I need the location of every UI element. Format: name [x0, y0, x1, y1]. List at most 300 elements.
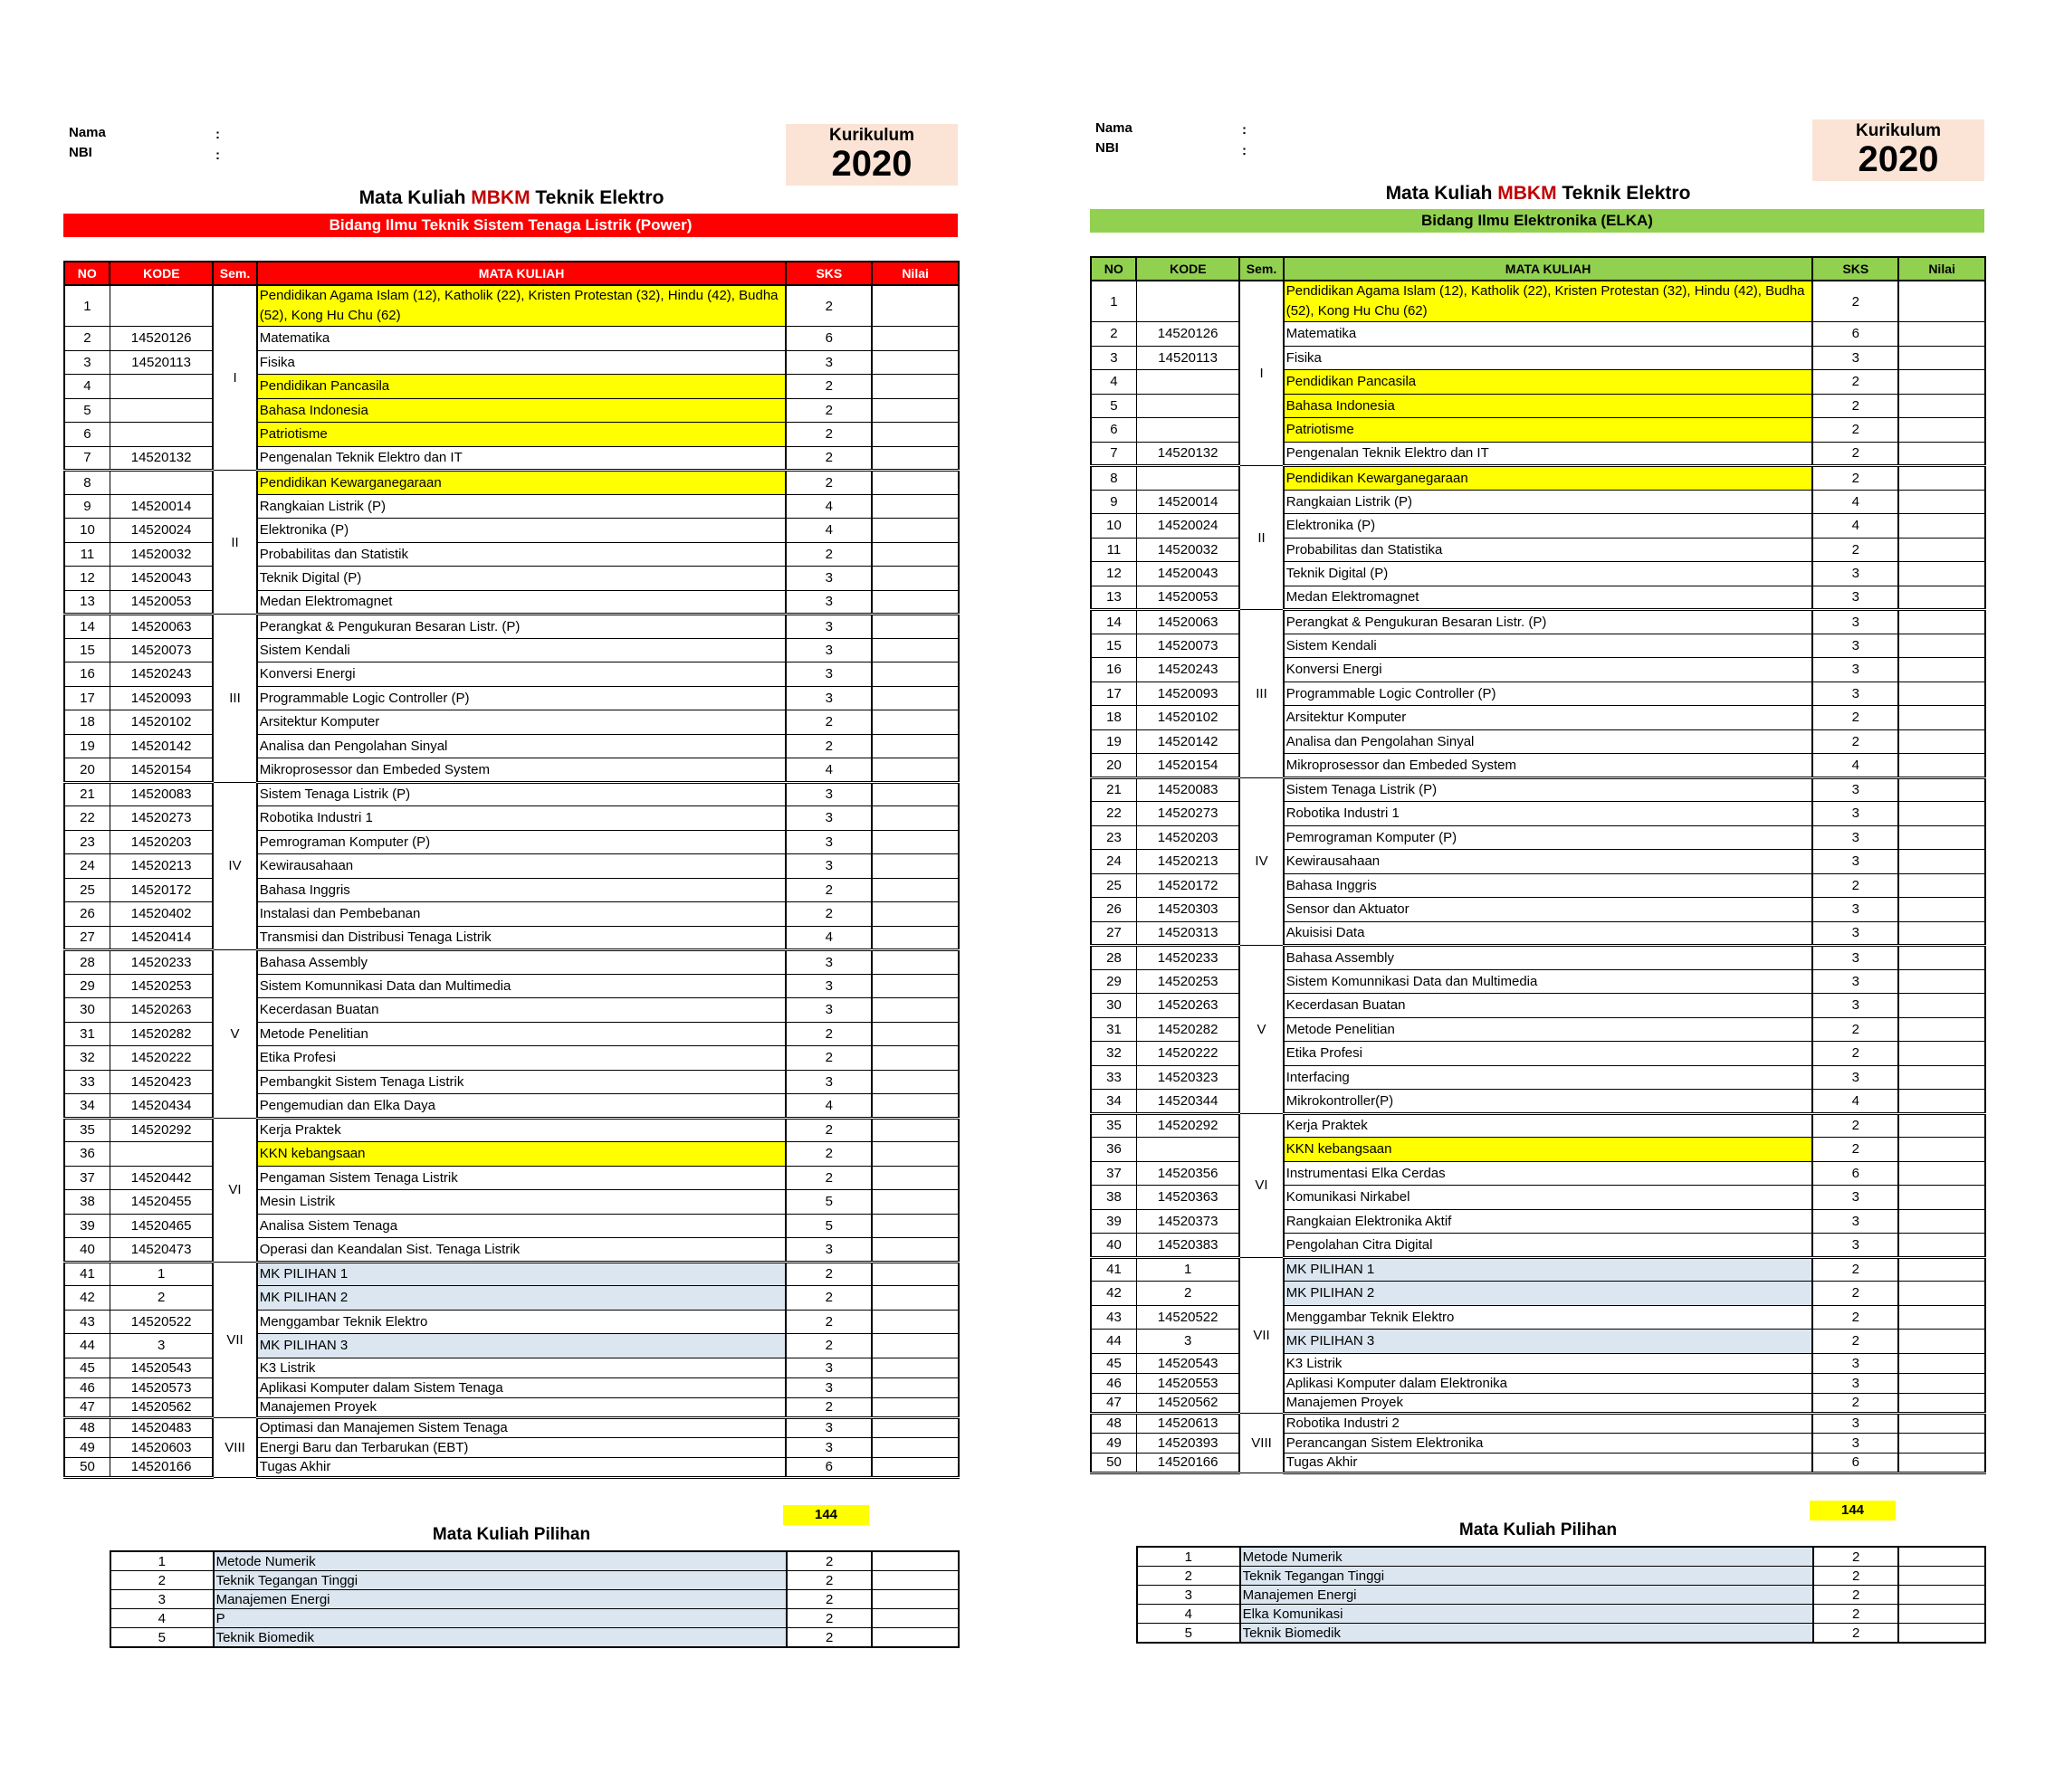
row-mata-kuliah: Kewirausahaan	[257, 854, 787, 879]
row-kode: 14520253	[1136, 969, 1239, 994]
pilihan-title: Mata Kuliah Pilihan	[432, 1525, 591, 1544]
row-mata-kuliah: Mikroprosessor dan Embeded System	[1284, 754, 1813, 778]
page-title	[1090, 183, 1986, 205]
row-sks: 3	[1812, 1065, 1898, 1090]
row-kode: 14520014	[1136, 490, 1239, 514]
row-nilai-input[interactable]	[1898, 994, 1985, 1018]
row-nilai-input[interactable]	[1898, 1209, 1985, 1234]
row-nilai-input[interactable]	[1898, 1138, 1985, 1162]
row-mata-kuliah: Konversi Energi	[257, 662, 787, 687]
table-row	[64, 1022, 959, 1046]
row-nilai-input[interactable]	[872, 423, 959, 447]
row-no: 24	[64, 854, 110, 879]
table-row	[64, 782, 959, 806]
row-nilai-input[interactable]	[1898, 394, 1985, 418]
row-sks: 3	[1812, 1353, 1898, 1373]
pilihan-nilai-input[interactable]	[1898, 1547, 1985, 1567]
table-row	[64, 1310, 959, 1334]
row-mata-kuliah: Tugas Akhir	[257, 1457, 787, 1477]
col-kode: KODE	[110, 262, 213, 285]
row-kode	[110, 285, 213, 327]
row-mata-kuliah: Pengenalan Teknik Elektro dan IT	[1284, 442, 1813, 466]
table-row	[1091, 442, 1985, 466]
row-kode: 14520166	[1136, 1453, 1239, 1473]
row-nilai-input[interactable]	[872, 1417, 959, 1437]
row-nilai-input[interactable]	[872, 878, 959, 902]
row-sks: 3	[1812, 802, 1898, 826]
table-row	[1091, 1234, 1985, 1258]
row-sks: 2	[786, 1334, 872, 1358]
table-row	[1091, 1330, 1985, 1354]
table-row	[1091, 777, 1985, 802]
row-nilai-input[interactable]	[1898, 825, 1985, 850]
row-no: 44	[64, 1334, 110, 1358]
row-nilai-input[interactable]	[872, 758, 959, 783]
table-row	[64, 1166, 959, 1190]
row-kode: 14520172	[1136, 873, 1239, 898]
pilihan-mata-kuliah: Elka Komunikasi	[1240, 1605, 1813, 1624]
row-no: 18	[1091, 706, 1136, 730]
pilihan-nilai-input[interactable]	[1898, 1567, 1985, 1586]
nbi-colon: :	[215, 148, 220, 163]
row-nilai-input[interactable]	[1898, 610, 1985, 634]
row-kode: 14520102	[1136, 706, 1239, 730]
row-kode: 1	[110, 1262, 213, 1286]
row-sks: 3	[786, 686, 872, 710]
row-sks: 3	[786, 854, 872, 879]
row-nilai-input[interactable]	[872, 519, 959, 543]
row-kode	[110, 375, 213, 399]
row-no: 48	[64, 1417, 110, 1437]
row-nilai-input[interactable]	[1898, 682, 1985, 706]
row-nilai-input[interactable]	[1898, 873, 1985, 898]
row-no: 15	[64, 638, 110, 662]
row-nilai-input[interactable]	[1898, 346, 1985, 370]
row-nilai-input[interactable]	[1898, 850, 1985, 874]
row-nilai-input[interactable]	[1898, 1330, 1985, 1354]
row-kode: 14520562	[110, 1397, 213, 1417]
row-mata-kuliah: Komunikasi Nirkabel	[1284, 1186, 1813, 1210]
row-nilai-input[interactable]	[1898, 1186, 1985, 1210]
row-no: 20	[64, 758, 110, 783]
row-mata-kuliah: Operasi dan Keandalan Sist. Tenaga Listrik	[257, 1238, 787, 1263]
row-nilai-input[interactable]	[872, 1397, 959, 1417]
row-mata-kuliah: Rangkaian Listrik (P)	[1284, 490, 1813, 514]
row-sks: 2	[1812, 1393, 1898, 1413]
pilihan-nilai-input[interactable]	[1898, 1624, 1985, 1644]
row-mata-kuliah: Pendidikan Agama Islam (12), Katholik (22), Kristen Protestan (32), Hindu (42), Budha (52), Kong Hu Chu (62)	[257, 285, 787, 327]
row-nilai-input[interactable]	[1898, 586, 1985, 610]
row-sks: 3	[786, 615, 872, 639]
table-row	[64, 734, 959, 758]
row-mata-kuliah: Matematika	[257, 327, 787, 351]
row-nilai-input[interactable]	[1898, 370, 1985, 395]
row-no: 21	[1091, 777, 1136, 802]
row-nilai-input[interactable]	[872, 398, 959, 423]
row-no: 25	[1091, 873, 1136, 898]
table-row	[1091, 370, 1985, 395]
row-nilai-input[interactable]	[1898, 658, 1985, 682]
row-nilai-input[interactable]	[1898, 1393, 1985, 1413]
row-nilai-input[interactable]	[1898, 1413, 1985, 1433]
row-mata-kuliah: Arsitektur Komputer	[1284, 706, 1813, 730]
row-no: 32	[1091, 1042, 1136, 1066]
row-nilai-input[interactable]	[1898, 1353, 1985, 1373]
row-mata-kuliah: Matematika	[1284, 322, 1813, 347]
table-row	[64, 398, 959, 423]
page-title	[63, 187, 960, 209]
row-nilai-input[interactable]	[1898, 898, 1985, 922]
table-row	[1091, 466, 1985, 491]
row-sks: 2	[786, 1397, 872, 1417]
row-kode: 14520613	[1136, 1413, 1239, 1433]
bidang-banner: Bidang Ilmu Elektronika (ELKA)	[1090, 209, 1984, 233]
row-nilai-input[interactable]	[872, 1214, 959, 1238]
row-mata-kuliah: Pengaman Sistem Tenaga Listrik	[257, 1166, 787, 1190]
table-row	[1091, 1017, 1985, 1042]
row-nilai-input[interactable]	[1898, 490, 1985, 514]
row-mata-kuliah: Robotika Industri 2	[1284, 1413, 1813, 1433]
table-row	[1091, 898, 1985, 922]
row-sks: 2	[1812, 729, 1898, 754]
row-kode: 14520126	[1136, 322, 1239, 347]
table-row	[64, 285, 959, 327]
row-nilai-input[interactable]	[872, 590, 959, 615]
row-no: 15	[1091, 634, 1136, 658]
row-nilai-input[interactable]	[872, 926, 959, 950]
pilihan-no: 3	[1137, 1586, 1240, 1605]
row-kode: 14520203	[1136, 825, 1239, 850]
row-no: 1	[1091, 281, 1136, 322]
nama-label: Nama	[1095, 120, 1132, 136]
pilihan-sks: 2	[1813, 1567, 1899, 1586]
row-kode: 14520344	[1136, 1090, 1239, 1114]
row-nilai-input[interactable]	[872, 638, 959, 662]
row-nilai-input[interactable]	[1898, 1234, 1985, 1258]
row-no: 42	[64, 1286, 110, 1311]
row-kode: 14520142	[1136, 729, 1239, 754]
row-no: 43	[1091, 1305, 1136, 1330]
table-row	[64, 950, 959, 975]
row-nilai-input[interactable]	[872, 1437, 959, 1457]
row-nilai-input[interactable]	[872, 950, 959, 975]
row-nilai-input[interactable]	[872, 710, 959, 735]
row-no: 41	[64, 1262, 110, 1286]
pilihan-row	[110, 1571, 959, 1590]
row-kode: 14520113	[1136, 346, 1239, 370]
row-nilai-input[interactable]	[1898, 1065, 1985, 1090]
pilihan-sks: 2	[787, 1551, 873, 1571]
row-sks: 2	[786, 902, 872, 927]
table-row	[1091, 490, 1985, 514]
row-nilai-input[interactable]	[1898, 1433, 1985, 1453]
semester-cell: VI	[213, 1118, 256, 1262]
row-kode: 14520253	[110, 974, 213, 998]
row-no: 32	[64, 1046, 110, 1071]
row-sks: 3	[1812, 1433, 1898, 1453]
row-no: 23	[64, 830, 110, 854]
row-no: 13	[64, 590, 110, 615]
row-no: 45	[64, 1358, 110, 1377]
row-nilai-input[interactable]	[1898, 1305, 1985, 1330]
row-nilai-input[interactable]	[872, 1457, 959, 1477]
row-sks: 3	[1812, 850, 1898, 874]
row-nilai-input[interactable]	[872, 734, 959, 758]
row-no: 26	[64, 902, 110, 927]
table-row	[1091, 1138, 1985, 1162]
row-nilai-input[interactable]	[872, 567, 959, 591]
row-nilai-input[interactable]	[1898, 1090, 1985, 1114]
row-mata-kuliah: Teknik Digital (P)	[257, 567, 787, 591]
row-nilai-input[interactable]	[872, 998, 959, 1023]
table-row	[1091, 682, 1985, 706]
pilihan-row	[110, 1609, 959, 1628]
row-no: 11	[64, 542, 110, 567]
row-sks: 2	[786, 1022, 872, 1046]
row-nilai-input[interactable]	[1898, 1042, 1985, 1066]
col-kode: KODE	[1136, 257, 1239, 281]
row-mata-kuliah: Pendidikan Kewarganegaraan	[1284, 466, 1813, 491]
row-no: 31	[1091, 1017, 1136, 1042]
row-nilai-input[interactable]	[1898, 1017, 1985, 1042]
table-row	[1091, 1065, 1985, 1090]
table-row	[64, 1417, 959, 1437]
row-nilai-input[interactable]	[872, 902, 959, 927]
table-row	[1091, 1393, 1985, 1413]
row-mata-kuliah: Aplikasi Komputer dalam Elektronika	[1284, 1373, 1813, 1393]
table-row	[64, 1046, 959, 1071]
row-nilai-input[interactable]	[872, 782, 959, 806]
col-no: NO	[1091, 257, 1136, 281]
row-nilai-input[interactable]	[872, 542, 959, 567]
row-sks: 3	[1812, 1234, 1898, 1258]
table-row	[64, 350, 959, 375]
row-nilai-input[interactable]	[1898, 754, 1985, 778]
row-mata-kuliah: Bahasa Indonesia	[257, 398, 787, 423]
row-sks: 3	[786, 1070, 872, 1094]
row-nilai-input[interactable]	[1898, 706, 1985, 730]
row-nilai-input[interactable]	[872, 1286, 959, 1311]
row-nilai-input[interactable]	[872, 375, 959, 399]
row-nilai-input[interactable]	[872, 446, 959, 471]
row-mata-kuliah: Medan Elektromagnet	[257, 590, 787, 615]
row-no: 12	[1091, 562, 1136, 586]
nama-colon: :	[215, 127, 220, 142]
row-no: 16	[64, 662, 110, 687]
row-sks: 6	[786, 327, 872, 351]
row-no: 14	[1091, 610, 1136, 634]
nbi-label: NBI	[1095, 140, 1119, 156]
col-mata-kuliah: MATA KULIAH	[257, 262, 787, 285]
row-nilai-input[interactable]	[872, 1022, 959, 1046]
row-nilai-input[interactable]	[1898, 1161, 1985, 1186]
row-mata-kuliah: Menggambar Teknik Elektro	[1284, 1305, 1813, 1330]
row-kode: 14520282	[1136, 1017, 1239, 1042]
row-no: 36	[64, 1142, 110, 1167]
row-no: 33	[1091, 1065, 1136, 1090]
row-no: 40	[64, 1238, 110, 1263]
row-kode: 14520522	[110, 1310, 213, 1334]
row-nilai-input[interactable]	[872, 615, 959, 639]
row-no: 17	[64, 686, 110, 710]
row-nilai-input[interactable]	[1898, 322, 1985, 347]
row-sks: 3	[786, 782, 872, 806]
row-nilai-input[interactable]	[1898, 281, 1985, 322]
row-nilai-input[interactable]	[872, 854, 959, 879]
pilihan-nilai-input[interactable]	[872, 1628, 959, 1648]
pilihan-no: 1	[110, 1551, 214, 1571]
row-mata-kuliah: Pendidikan Agama Islam (12), Katholik (22), Kristen Protestan (32), Hindu (42), Budha (52), Kong Hu Chu (62)	[1284, 281, 1813, 322]
nama-label: Nama	[69, 125, 106, 140]
row-nilai-input[interactable]	[872, 830, 959, 854]
row-kode	[1136, 418, 1239, 443]
row-nilai-input[interactable]	[1898, 802, 1985, 826]
row-kode: 14520483	[110, 1417, 213, 1437]
row-kode: 14520292	[1136, 1113, 1239, 1138]
row-sks: 2	[1812, 1330, 1898, 1354]
row-sks: 3	[786, 830, 872, 854]
row-nilai-input[interactable]	[872, 974, 959, 998]
row-kode: 14520083	[1136, 777, 1239, 802]
table-row	[64, 1070, 959, 1094]
row-nilai-input[interactable]	[1898, 946, 1985, 970]
row-no: 26	[1091, 898, 1136, 922]
row-nilai-input[interactable]	[872, 686, 959, 710]
semester-cell: III	[213, 615, 256, 783]
row-sks: 3	[1812, 346, 1898, 370]
table-row	[1091, 994, 1985, 1018]
row-nilai-input[interactable]	[1898, 514, 1985, 539]
row-nilai-input[interactable]	[872, 1046, 959, 1071]
pilihan-nilai-input[interactable]	[1898, 1586, 1985, 1605]
row-sks: 2	[786, 710, 872, 735]
pilihan-nilai-input[interactable]	[872, 1571, 959, 1590]
row-nilai-input[interactable]	[872, 1310, 959, 1334]
row-nilai-input[interactable]	[1898, 1282, 1985, 1306]
row-nilai-input[interactable]	[1898, 777, 1985, 802]
row-mata-kuliah: Teknik Digital (P)	[1284, 562, 1813, 586]
row-nilai-input[interactable]	[1898, 969, 1985, 994]
row-nilai-input[interactable]	[1898, 418, 1985, 443]
row-sks: 3	[1812, 969, 1898, 994]
row-nilai-input[interactable]	[872, 1118, 959, 1142]
row-nilai-input[interactable]	[1898, 921, 1985, 946]
row-nilai-input[interactable]	[1898, 1373, 1985, 1393]
row-nilai-input[interactable]	[872, 1166, 959, 1190]
row-no: 28	[64, 950, 110, 975]
row-kode	[110, 398, 213, 423]
pilihan-nilai-input[interactable]	[872, 1551, 959, 1571]
row-sks: 3	[786, 806, 872, 831]
row-nilai-input[interactable]	[872, 806, 959, 831]
row-nilai-input[interactable]	[1898, 1453, 1985, 1473]
row-mata-kuliah: Sistem Komunnikasi Data dan Multimedia	[257, 974, 787, 998]
row-nilai-input[interactable]	[872, 1190, 959, 1215]
row-nilai-input[interactable]	[872, 327, 959, 351]
row-nilai-input[interactable]	[1898, 729, 1985, 754]
row-kode: 14520043	[110, 567, 213, 591]
row-no: 30	[1091, 994, 1136, 1018]
row-nilai-input[interactable]	[1898, 1113, 1985, 1138]
pilihan-nilai-input[interactable]	[872, 1609, 959, 1628]
table-row	[1091, 1453, 1985, 1473]
row-sks: 3	[1812, 1373, 1898, 1393]
row-no: 22	[64, 806, 110, 831]
row-no: 8	[1091, 466, 1136, 491]
row-nilai-input[interactable]	[872, 1094, 959, 1119]
row-nilai-input[interactable]	[872, 1358, 959, 1377]
row-sks: 2	[1812, 1113, 1898, 1138]
bidang-banner: Bidang Ilmu Teknik Sistem Tenaga Listrik (Power)	[63, 214, 958, 237]
pilihan-row	[110, 1590, 959, 1609]
row-mata-kuliah: Perangkat & Pengukuran Besaran Listr. (P)	[1284, 610, 1813, 634]
row-no: 20	[1091, 754, 1136, 778]
row-nilai-input[interactable]	[872, 471, 959, 495]
row-sks: 3	[786, 638, 872, 662]
table-row	[64, 854, 959, 879]
table-row	[64, 494, 959, 519]
row-no: 27	[1091, 921, 1136, 946]
row-no: 7	[64, 446, 110, 471]
row-mata-kuliah: Analisa Sistem Tenaga	[257, 1214, 787, 1238]
row-nilai-input[interactable]	[1898, 634, 1985, 658]
row-mata-kuliah: Mikroprosessor dan Embeded System	[257, 758, 787, 783]
row-sks: 6	[1812, 1161, 1898, 1186]
row-nilai-input[interactable]	[872, 494, 959, 519]
row-nilai-input[interactable]	[872, 662, 959, 687]
row-mata-kuliah: Etika Profesi	[257, 1046, 787, 1071]
row-mata-kuliah: Elektronika (P)	[257, 519, 787, 543]
row-no: 34	[1091, 1090, 1136, 1114]
pilihan-nilai-input[interactable]	[872, 1590, 959, 1609]
row-nilai-input[interactable]	[872, 285, 959, 327]
table-row	[64, 519, 959, 543]
row-no: 47	[1091, 1393, 1136, 1413]
row-mata-kuliah: Analisa dan Pengolahan Sinyal	[257, 734, 787, 758]
row-nilai-input[interactable]	[872, 350, 959, 375]
pilihan-nilai-input[interactable]	[1898, 1605, 1985, 1624]
row-nilai-input[interactable]	[872, 1070, 959, 1094]
row-nilai-input[interactable]	[1898, 562, 1985, 586]
row-nilai-input[interactable]	[872, 1262, 959, 1286]
row-nilai-input[interactable]	[872, 1377, 959, 1397]
row-mata-kuliah: Rangkaian Elektronika Aktif	[1284, 1209, 1813, 1234]
row-sks: 3	[1812, 946, 1898, 970]
row-sks: 2	[1812, 466, 1898, 491]
row-sks: 4	[1812, 754, 1898, 778]
row-no: 4	[1091, 370, 1136, 395]
row-nilai-input[interactable]	[1898, 466, 1985, 491]
row-sks: 3	[786, 1417, 872, 1437]
row-nilai-input[interactable]	[1898, 538, 1985, 562]
row-nilai-input[interactable]	[1898, 1257, 1985, 1282]
row-sks: 2	[1812, 394, 1898, 418]
row-kode: 14520383	[1136, 1234, 1239, 1258]
row-no: 3	[1091, 346, 1136, 370]
row-nilai-input[interactable]	[1898, 442, 1985, 466]
table-row	[64, 542, 959, 567]
row-no: 39	[64, 1214, 110, 1238]
row-nilai-input[interactable]	[872, 1142, 959, 1167]
pilihan-sks: 2	[1813, 1547, 1899, 1567]
table-row	[64, 974, 959, 998]
row-no: 38	[1091, 1186, 1136, 1210]
row-nilai-input[interactable]	[872, 1238, 959, 1263]
row-nilai-input[interactable]	[872, 1334, 959, 1358]
row-mata-kuliah: K3 Listrik	[257, 1358, 787, 1377]
row-kode: 14520213	[110, 854, 213, 879]
row-mata-kuliah: Bahasa Inggris	[257, 878, 787, 902]
